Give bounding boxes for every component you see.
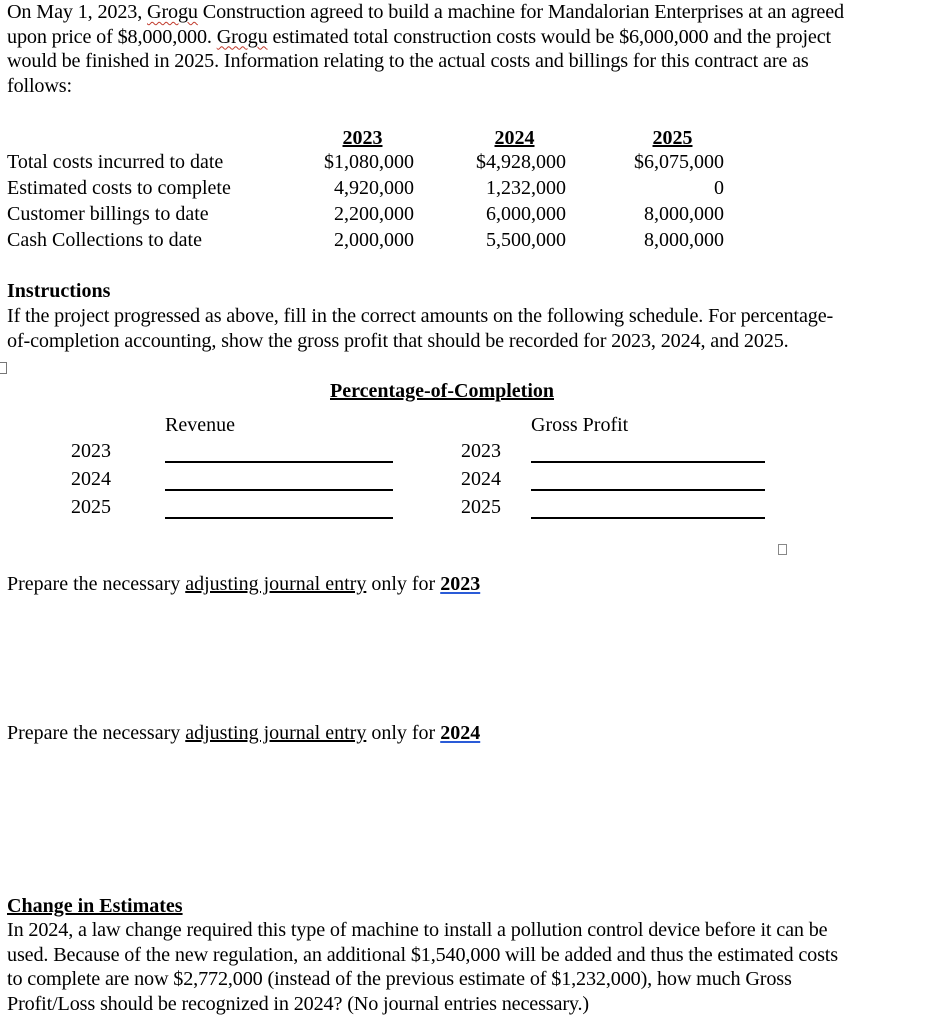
intro-line-1: On May 1, 2023, Grogu Construction agreed to build a machine for Mandalorian Enterprises at an agreed [7, 1, 844, 23]
revenue-2023-blank[interactable] [165, 461, 393, 463]
cell-value: 5,500,000 [486, 229, 566, 251]
gross-profit-2024-blank[interactable] [531, 489, 765, 491]
intro-line-3: would be finished in 2025. Information relating to the actual costs and billings for this contract are as [7, 50, 809, 72]
cell-value: 2,200,000 [334, 203, 414, 225]
cell-value: 2,000,000 [334, 229, 414, 251]
cell-value: $1,080,000 [324, 151, 414, 173]
change-line-2: used. Because of the new regulation, an additional $1,540,000 will be added and thus the estimated costs [7, 943, 838, 966]
row-label-billings: Customer billings to date [7, 203, 209, 225]
spellcheck-word[interactable]: Grogu [216, 25, 268, 48]
cell-value: 1,232,000 [486, 177, 566, 199]
spellcheck-word[interactable]: Grogu [147, 1, 198, 23]
journal-entry-2023-prompt: Prepare the necessary adjusting journal entry only for 2023 [7, 573, 481, 595]
change-line-4: Profit/Loss should be recognized in 2024? (No journal entries necessary.) [7, 992, 589, 1015]
row-label-collections: Cash Collections to date [7, 229, 202, 251]
gross-profit-header: Gross Profit [531, 414, 629, 436]
gross-profit-2023-blank[interactable] [531, 461, 765, 463]
revenue-year-2023: 2023 [71, 440, 111, 462]
instructions-text [7, 304, 925, 353]
adjusting-journal-entry-link[interactable]: adjusting journal entry [185, 573, 367, 595]
year-header-2023: 2023 [342, 127, 383, 149]
cell-value: 4,920,000 [334, 177, 414, 199]
change-in-estimates-heading: Change in Estimates [7, 895, 183, 917]
change-line-3: to complete are now $2,772,000 (instead of the previous estimate of $1,232,000), how much Gross [7, 968, 792, 990]
change-line-1: In 2024, a law change required this type of machine to install a pollution control device before it can be [7, 919, 828, 941]
row-label-total-costs: Total costs incurred to date [7, 151, 224, 173]
year-header-2024: 2024 [494, 127, 535, 149]
cell-value: 8,000,000 [644, 229, 724, 251]
year-2023-emphasis: 2023 [440, 573, 481, 595]
revenue-2025-blank[interactable] [165, 517, 393, 519]
gross-profit-2025-blank[interactable] [531, 517, 765, 519]
intro-line-2: upon price of $8,000,000. Grogu estimated total construction costs would be $6,000,000 and the project [7, 25, 832, 48]
intro-paragraph [7, 0, 925, 98]
checkbox-marker-icon[interactable] [778, 544, 787, 555]
instructions-heading: Instructions [7, 280, 111, 302]
instructions-line-1: If the project progressed as above, fill in the correct amounts on the following schedule. For percentage- [7, 305, 834, 327]
adjusting-journal-entry-link[interactable]: adjusting journal entry [185, 722, 367, 744]
revenue-year-2025: 2025 [71, 496, 111, 518]
year-2024-emphasis: 2024 [440, 722, 481, 744]
gross-profit-year-2024: 2024 [461, 468, 501, 490]
revenue-header: Revenue [165, 414, 235, 436]
change-in-estimates-text [7, 918, 925, 1016]
anchor-marker-icon[interactable] [0, 362, 7, 374]
journal-entry-2024-prompt: Prepare the necessary adjusting journal entry only for 2024 [7, 722, 481, 744]
cell-value: $4,928,000 [476, 151, 566, 173]
gross-profit-year-2025: 2025 [461, 496, 501, 518]
year-header-2025: 2025 [652, 127, 693, 149]
gross-profit-year-2023: 2023 [461, 440, 501, 462]
schedule-title: Percentage-of-Completion [330, 380, 555, 402]
cell-value: 8,000,000 [644, 203, 724, 225]
revenue-year-2024: 2024 [71, 468, 111, 490]
cell-value: 0 [714, 177, 724, 199]
revenue-2024-blank[interactable] [165, 489, 393, 491]
cell-value: 6,000,000 [486, 203, 566, 225]
cell-value: $6,075,000 [634, 151, 724, 173]
row-label-estimated-costs: Estimated costs to complete [7, 177, 231, 199]
intro-line-4: follows: [7, 74, 72, 97]
instructions-line-2: of-completion accounting, show the gross profit that should be recorded for 2023, 2024, and 2025. [7, 329, 789, 352]
